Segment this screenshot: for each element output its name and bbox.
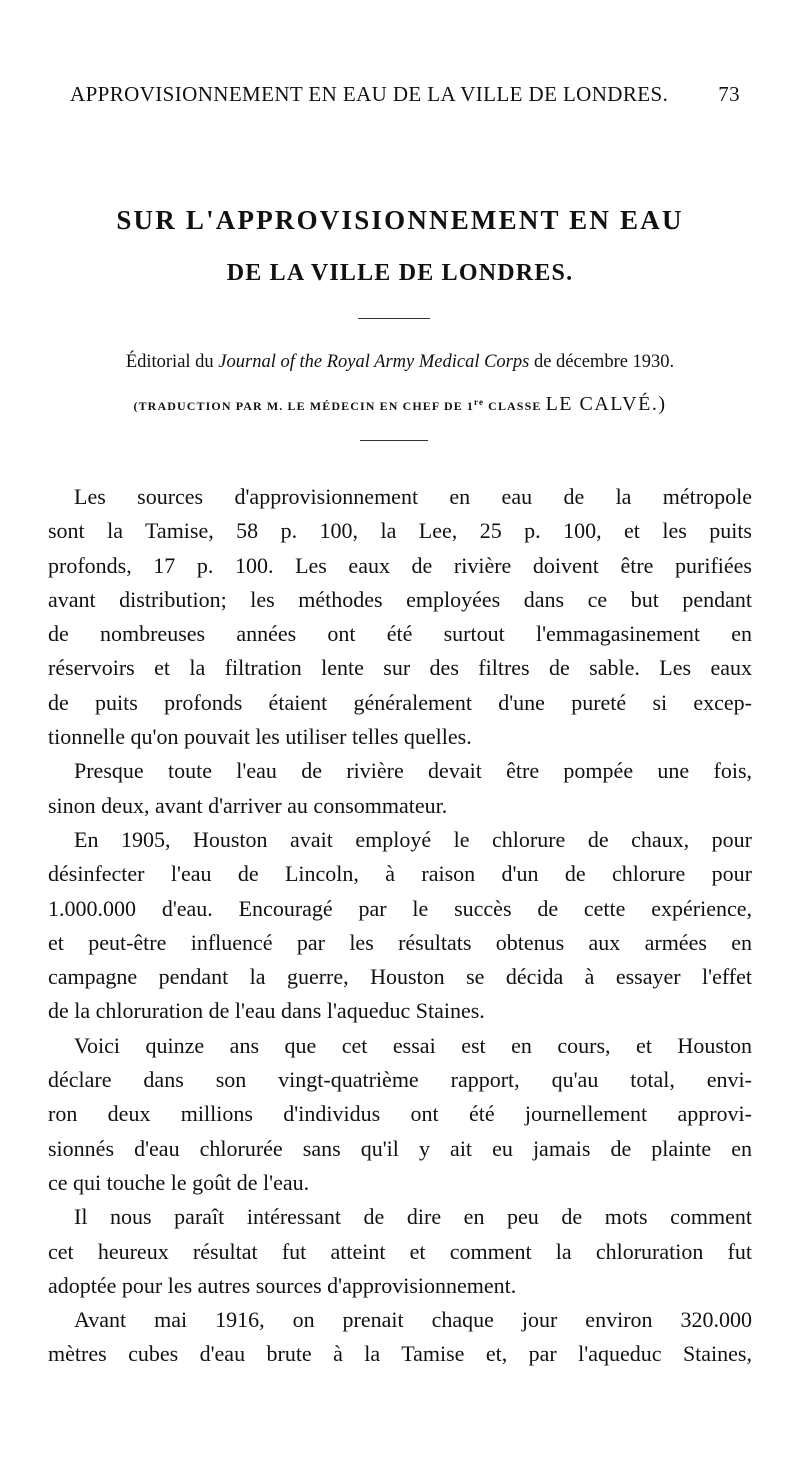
- translation-credit: [48, 393, 752, 416]
- body-line: ron deux millions d'individus ont été journellement approvi-: [48, 1101, 752, 1127]
- title-divider: [358, 318, 430, 319]
- body-line: ce qui touche le goût de l'eau.: [48, 1169, 310, 1195]
- page-number: 73: [718, 82, 740, 106]
- body-line: réservoirs et la filtration lente sur des filtres de sable. Les eaux: [48, 655, 752, 681]
- body-line: Les sources d'approvisionnement en eau de la métropole: [74, 484, 752, 509]
- body-line: Voici quinze ans que cet essai est en cours, et Houston: [74, 1032, 752, 1058]
- article-title-line2: DE LA VILLE DE LONDRES.: [226, 260, 574, 286]
- body-line: de la chloruration de l'eau dans l'aqueduc Staines.: [48, 998, 485, 1024]
- body-line: désinfecter l'eau de Lincoln, à raison d'un de chlorure pour: [48, 861, 752, 887]
- translation-prefix: (TRADUCTION PAR M. LE MÉDECIN EN CHEF DE 1: [133, 399, 475, 413]
- editorial-suffix: de décembre 1930.: [533, 352, 675, 372]
- body-text: [48, 480, 752, 1372]
- body-line: sionnés d'eau chlorurée sans qu'il y ait eu jamais de plainte en: [48, 1135, 752, 1161]
- body-line: sont la Tamise, 58 p. 100, la Lee, 25 p. 100, et les puits: [48, 518, 752, 544]
- body-line: déclare dans son vingt-quatrième rapport, qu'au total, envi-: [48, 1067, 752, 1093]
- body-line: et peut-être influencé par les résultats obtenus aux armées en: [48, 929, 752, 955]
- journal-name: Journal of the Royal Army Medical Corps: [218, 352, 530, 372]
- body-line: Presque toute l'eau de rivière devait être pompée une fois,: [74, 758, 752, 784]
- body-line: Il nous paraît intéressant de dire en peu de mots comment: [74, 1204, 752, 1230]
- body-line: avant distribution; les méthodes employées dans ce but pendant: [48, 586, 752, 612]
- body-line: cet heureux résultat fut atteint et comment la chloruration fut: [48, 1238, 752, 1264]
- body-line: tionnelle qu'on pouvait les utiliser telles quelles.: [48, 724, 472, 750]
- body-line: de nombreuses années ont été surtout l'emmagasinement en: [48, 621, 752, 647]
- body-line: mètres cubes d'eau brute à la Tamise et, par l'aqueduc Staines,: [48, 1341, 752, 1367]
- body-line: Avant mai 1916, on prenait chaque jour environ 320.000: [74, 1307, 752, 1333]
- body-line: En 1905, Houston avait employé le chlorure de chaux, pour: [74, 826, 752, 852]
- running-head: [70, 82, 740, 107]
- body-line: campagne pendant la guerre, Houston se décida à essayer l'effet: [48, 964, 752, 990]
- body-line: de puits profonds étaient généralement d'une pureté si excep-: [48, 689, 752, 715]
- editorial-source: [48, 352, 752, 373]
- body-line: 1.000.000 d'eau. Encouragé par le succès de cette expérience,: [48, 895, 752, 921]
- article-title-line1: SUR L'APPROVISIONNEMENT EN EAU: [116, 205, 684, 235]
- running-head-title: APPROVISIONNEMENT EN EAU DE LA VILLE DE LONDRES.: [70, 82, 669, 106]
- translation-mid: CLASSE: [488, 399, 542, 413]
- translator-name: LE CALVÉ.): [545, 393, 667, 415]
- editorial-prefix: Éditorial du: [125, 352, 214, 372]
- translation-superscript: re: [474, 397, 485, 407]
- body-line: adoptée pour les autres sources d'approvisionnement.: [48, 1272, 517, 1298]
- section-divider: [360, 440, 428, 441]
- body-line: profonds, 17 p. 100. Les eaux de rivière doivent être purifiées: [48, 552, 752, 578]
- body-line: sinon deux, avant d'arriver au consommateur.: [48, 792, 448, 818]
